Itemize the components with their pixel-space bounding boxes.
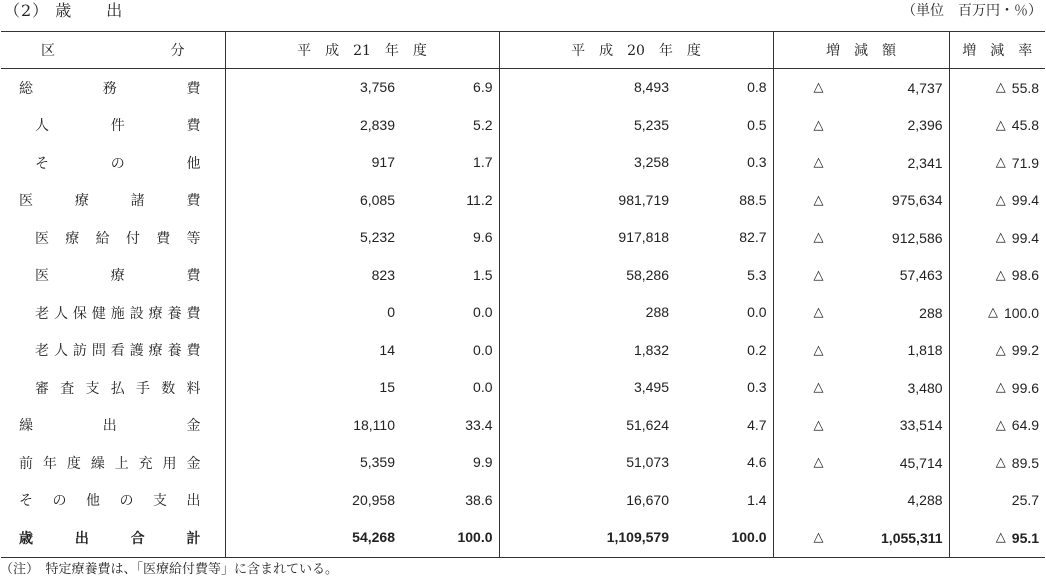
change-amount-value: 1,055,311 <box>881 529 943 546</box>
h20-amount-value: 3,258 <box>633 154 670 171</box>
table-row <box>1 444 1045 482</box>
change-amount-value: 912,586 <box>891 229 943 246</box>
row-label <box>1 444 225 482</box>
change-rate <box>949 257 1045 295</box>
h21-amount-value: 6,085 <box>359 191 395 208</box>
h21-amount <box>225 444 401 482</box>
h20-pct <box>675 369 773 407</box>
change-rate <box>949 219 1045 257</box>
table-row <box>1 69 1045 107</box>
h20-pct <box>675 294 773 332</box>
row-label <box>1 257 225 295</box>
h21-amount <box>225 332 401 370</box>
h21-header: 平 成 21 年 度 <box>225 32 499 69</box>
h21-amount <box>225 407 401 445</box>
table-row <box>1 332 1045 370</box>
change-rate-value: 99.2 <box>1011 342 1040 359</box>
footnote: （注） 特定療養費は、「医療給付費等」に含まれている。 <box>0 562 339 577</box>
change-amount <box>773 69 949 107</box>
row-label <box>1 332 225 370</box>
h20-amount-value: 58,286 <box>626 266 670 283</box>
category-header <box>1 32 225 69</box>
total-row <box>1 519 1045 557</box>
change-rate-value: 100.0 <box>1003 304 1040 321</box>
table-row <box>1 407 1045 445</box>
row-label-text: そ の 他 の 支 出 <box>19 493 201 510</box>
h21-pct-value: 1.5 <box>473 266 493 283</box>
header-row <box>1 32 1045 69</box>
h20-amount <box>499 519 675 557</box>
h20-pct-value: 0.8 <box>747 79 767 96</box>
change-amount-value: 33,514 <box>899 417 943 434</box>
h21-pct-value: 0.0 <box>473 304 493 321</box>
h21-amount <box>225 144 401 182</box>
change-amount-value: 4,288 <box>907 492 943 509</box>
h21-pct <box>401 482 499 520</box>
h20-pct-value: 5.3 <box>747 266 767 283</box>
h21-amount-value: 20,958 <box>352 491 395 508</box>
change-rate-value: 64.9 <box>1011 417 1040 434</box>
h20-pct-value: 0.2 <box>747 341 767 358</box>
h21-pct-value: 1.7 <box>473 154 493 171</box>
h21-amount <box>225 519 401 557</box>
change-amount <box>773 144 949 182</box>
h21-amount-value: 54,268 <box>352 529 395 546</box>
change-rate-value: 99.6 <box>1011 379 1040 396</box>
table-row <box>1 182 1045 220</box>
change-amount <box>773 107 949 145</box>
h20-amount <box>499 332 675 370</box>
decrease-mark: △ <box>995 80 1006 96</box>
h21-pct <box>401 407 499 445</box>
change-amount <box>773 257 949 295</box>
h20-pct <box>675 144 773 182</box>
category-header-left: 区 <box>41 43 55 59</box>
table-row <box>1 219 1045 257</box>
decrease-mark: △ <box>995 380 1006 396</box>
row-label-text: 医 療 費 <box>35 268 201 285</box>
h20-amount-value: 8,493 <box>633 79 670 96</box>
h20-amount-value: 288 <box>645 304 670 321</box>
row-label-text: 医 療 諸 費 <box>19 193 201 210</box>
row-label <box>1 219 225 257</box>
h20-amount <box>499 182 675 220</box>
h21-amount-value: 15 <box>379 379 395 396</box>
row-label-text: そ の 他 <box>35 155 201 172</box>
change-rate-value: 98.6 <box>1011 267 1040 284</box>
table-row <box>1 482 1045 520</box>
h20-amount <box>499 69 675 107</box>
change-amount-value: 975,634 <box>891 192 943 209</box>
h21-pct <box>401 257 499 295</box>
h21-pct <box>401 294 499 332</box>
decrease-mark: △ <box>995 530 1006 546</box>
decrease-mark: △ <box>995 342 1006 358</box>
h20-pct-value: 100.0 <box>731 529 767 546</box>
change-amount-value: 2,341 <box>907 154 943 171</box>
h20-header: 平 成 20 年 度 <box>499 32 773 69</box>
row-label <box>1 369 225 407</box>
h20-pct <box>675 444 773 482</box>
table-row <box>1 294 1045 332</box>
table-row <box>1 369 1045 407</box>
change-amount <box>773 294 949 332</box>
h20-amount-value: 16,670 <box>626 491 670 508</box>
change-amount-value: 4,737 <box>907 79 943 96</box>
h20-pct-value: 0.0 <box>747 304 767 321</box>
h20-pct-value: 0.3 <box>747 154 767 171</box>
h21-amount-value: 917 <box>371 154 395 171</box>
row-label <box>1 294 225 332</box>
h21-amount <box>225 482 401 520</box>
row-label-text: 医 療 給 付 費 等 <box>35 230 201 247</box>
change-amount-value: 3,480 <box>907 379 943 396</box>
h20-pct-value: 0.5 <box>747 116 767 133</box>
h20-pct-value: 88.5 <box>739 191 767 208</box>
h21-pct-value: 11.2 <box>466 191 493 208</box>
row-label-text: 老 人 訪 問 看 護 療 養 費 <box>35 343 201 360</box>
h21-pct <box>401 182 499 220</box>
h21-amount-value: 14 <box>379 341 395 358</box>
h21-amount-value: 0 <box>387 304 395 321</box>
row-label <box>1 182 225 220</box>
change-rate-value: 71.9 <box>1011 154 1040 171</box>
change-amount <box>773 182 949 220</box>
decrease-mark: △ <box>813 530 824 546</box>
h21-pct <box>401 332 499 370</box>
decrease-mark: △ <box>813 305 824 321</box>
change-amount-value: 45,714 <box>899 454 943 471</box>
expenditure-table <box>1 31 1045 558</box>
change-rate <box>949 482 1045 520</box>
decrease-mark: △ <box>813 117 824 133</box>
h21-amount <box>225 182 401 220</box>
h21-pct-value: 6.9 <box>473 79 493 96</box>
h20-amount <box>499 482 675 520</box>
change-rate-value: 89.5 <box>1011 454 1040 471</box>
h21-pct <box>401 107 499 145</box>
h21-amount-value: 3,756 <box>359 79 395 96</box>
decrease-mark: △ <box>813 342 824 358</box>
change-rate <box>949 69 1045 107</box>
h20-amount <box>499 219 675 257</box>
change-rate <box>949 294 1045 332</box>
h21-amount-value: 18,110 <box>353 416 395 433</box>
h21-pct-value: 33.4 <box>465 416 493 433</box>
decrease-mark: △ <box>813 230 824 246</box>
change-rate <box>949 369 1045 407</box>
change-rate <box>949 107 1045 145</box>
h21-amount <box>225 219 401 257</box>
h20-amount <box>499 107 675 145</box>
h20-amount-value: 3,495 <box>633 379 670 396</box>
h20-amount-value: 917,818 <box>618 229 670 246</box>
h20-pct-value: 82.7 <box>739 229 767 246</box>
h21-pct-value: 100.0 <box>457 529 493 546</box>
decrease-mark: △ <box>813 192 824 208</box>
h21-amount <box>225 369 401 407</box>
h20-amount-value: 5,235 <box>633 116 670 133</box>
h20-amount <box>499 369 675 407</box>
h21-pct <box>401 144 499 182</box>
change-rate-value: 45.8 <box>1011 117 1040 134</box>
h20-pct <box>675 257 773 295</box>
change-rate-value: 25.7 <box>1011 492 1040 509</box>
change-amount <box>773 444 949 482</box>
h20-pct <box>675 69 773 107</box>
change-amount-value: 1,818 <box>907 342 943 359</box>
h20-pct <box>675 182 773 220</box>
change-rate <box>949 332 1045 370</box>
change-rate-value: 55.8 <box>1011 79 1040 96</box>
h21-pct-value: 0.0 <box>473 341 493 358</box>
h20-amount <box>499 407 675 445</box>
row-label <box>1 144 225 182</box>
change-rate <box>949 182 1045 220</box>
h21-pct <box>401 444 499 482</box>
h20-pct <box>675 107 773 145</box>
h20-amount-value: 51,624 <box>626 416 670 433</box>
h20-pct-value: 4.6 <box>747 454 767 471</box>
change-rate-header: 増 減 率 <box>949 32 1045 69</box>
h21-amount-value: 5,232 <box>359 229 395 246</box>
change-amount <box>773 219 949 257</box>
h20-amount-value: 981,719 <box>618 191 670 208</box>
change-amount-value: 288 <box>919 304 943 321</box>
h20-pct <box>675 482 773 520</box>
row-label <box>1 482 225 520</box>
h20-pct-value: 4.7 <box>747 416 767 433</box>
change-amount <box>773 332 949 370</box>
row-label-text: 審 査 支 払 手 数 料 <box>35 380 201 397</box>
row-label-text: 老 人 保 健 施 設 療 養 費 <box>35 305 201 322</box>
table-row <box>1 107 1045 145</box>
change-rate <box>949 144 1045 182</box>
h21-amount <box>225 294 401 332</box>
row-label-text: 人 件 費 <box>35 118 201 135</box>
h20-amount <box>499 257 675 295</box>
h20-amount-value: 1,832 <box>633 341 670 358</box>
change-amount <box>773 369 949 407</box>
h21-pct <box>401 519 499 557</box>
h20-amount <box>499 144 675 182</box>
row-label <box>1 519 225 557</box>
h21-pct-value: 5.2 <box>473 116 493 133</box>
decrease-mark: △ <box>813 380 824 396</box>
h21-amount-value: 2,839 <box>359 116 395 133</box>
h21-pct-value: 9.9 <box>473 454 493 471</box>
h20-amount-value: 51,073 <box>626 454 670 471</box>
decrease-mark: △ <box>813 155 824 171</box>
change-amount <box>773 519 949 557</box>
row-label <box>1 407 225 445</box>
decrease-mark: △ <box>995 267 1006 283</box>
decrease-mark: △ <box>995 230 1006 246</box>
decrease-mark: △ <box>995 417 1006 433</box>
decrease-mark: △ <box>813 455 824 471</box>
decrease-mark: △ <box>995 155 1006 171</box>
category-header-right: 分 <box>170 43 185 59</box>
change-amount <box>773 407 949 445</box>
decrease-mark: △ <box>995 455 1006 471</box>
row-label <box>1 69 225 107</box>
row-label-text: 総 務 費 <box>19 80 201 97</box>
change-amount-value: 2,396 <box>907 117 943 134</box>
h20-amount <box>499 294 675 332</box>
h20-amount <box>499 444 675 482</box>
change-rate-value: 99.4 <box>1011 192 1040 209</box>
change-rate-value: 95.1 <box>1011 529 1040 546</box>
unit-label: （単位 百万円・％） <box>902 3 1042 19</box>
table-row <box>1 144 1045 182</box>
change-rate <box>949 444 1045 482</box>
row-label <box>1 107 225 145</box>
h20-pct <box>675 219 773 257</box>
h20-pct <box>675 407 773 445</box>
row-label-text: 歳 出 合 計 <box>19 530 201 547</box>
h21-amount-value: 823 <box>371 266 395 283</box>
decrease-mark: △ <box>995 192 1006 208</box>
h20-amount-value: 1,109,579 <box>606 529 670 546</box>
h21-pct-value: 38.6 <box>465 491 493 508</box>
h21-pct <box>401 219 499 257</box>
section-title: （2） 歳 出 <box>4 1 124 20</box>
change-rate <box>949 407 1045 445</box>
h21-amount <box>225 257 401 295</box>
h21-pct <box>401 369 499 407</box>
h21-pct-value: 9.6 <box>473 229 493 246</box>
h21-amount <box>225 107 401 145</box>
h21-amount-value: 5,359 <box>359 454 395 471</box>
decrease-mark: △ <box>813 417 824 433</box>
decrease-mark: △ <box>813 267 824 283</box>
h21-amount <box>225 69 401 107</box>
change-amount-value: 57,463 <box>899 267 943 284</box>
h20-pct <box>675 519 773 557</box>
decrease-mark: △ <box>987 305 998 321</box>
change-amount <box>773 482 949 520</box>
h21-pct-value: 0.0 <box>473 379 493 396</box>
change-rate <box>949 519 1045 557</box>
table-row <box>1 257 1045 295</box>
h21-pct <box>401 69 499 107</box>
decrease-mark: △ <box>813 80 824 96</box>
decrease-mark: △ <box>995 117 1006 133</box>
change-rate-value: 99.4 <box>1011 229 1040 246</box>
change-amount-header: 増 減 額 <box>773 32 949 69</box>
h20-pct <box>675 332 773 370</box>
row-label-text: 前 年 度 繰 上 充 用 金 <box>19 455 201 472</box>
row-label-text: 繰 出 金 <box>19 418 201 435</box>
h20-pct-value: 0.3 <box>747 379 767 396</box>
h20-pct-value: 1.4 <box>747 491 767 508</box>
